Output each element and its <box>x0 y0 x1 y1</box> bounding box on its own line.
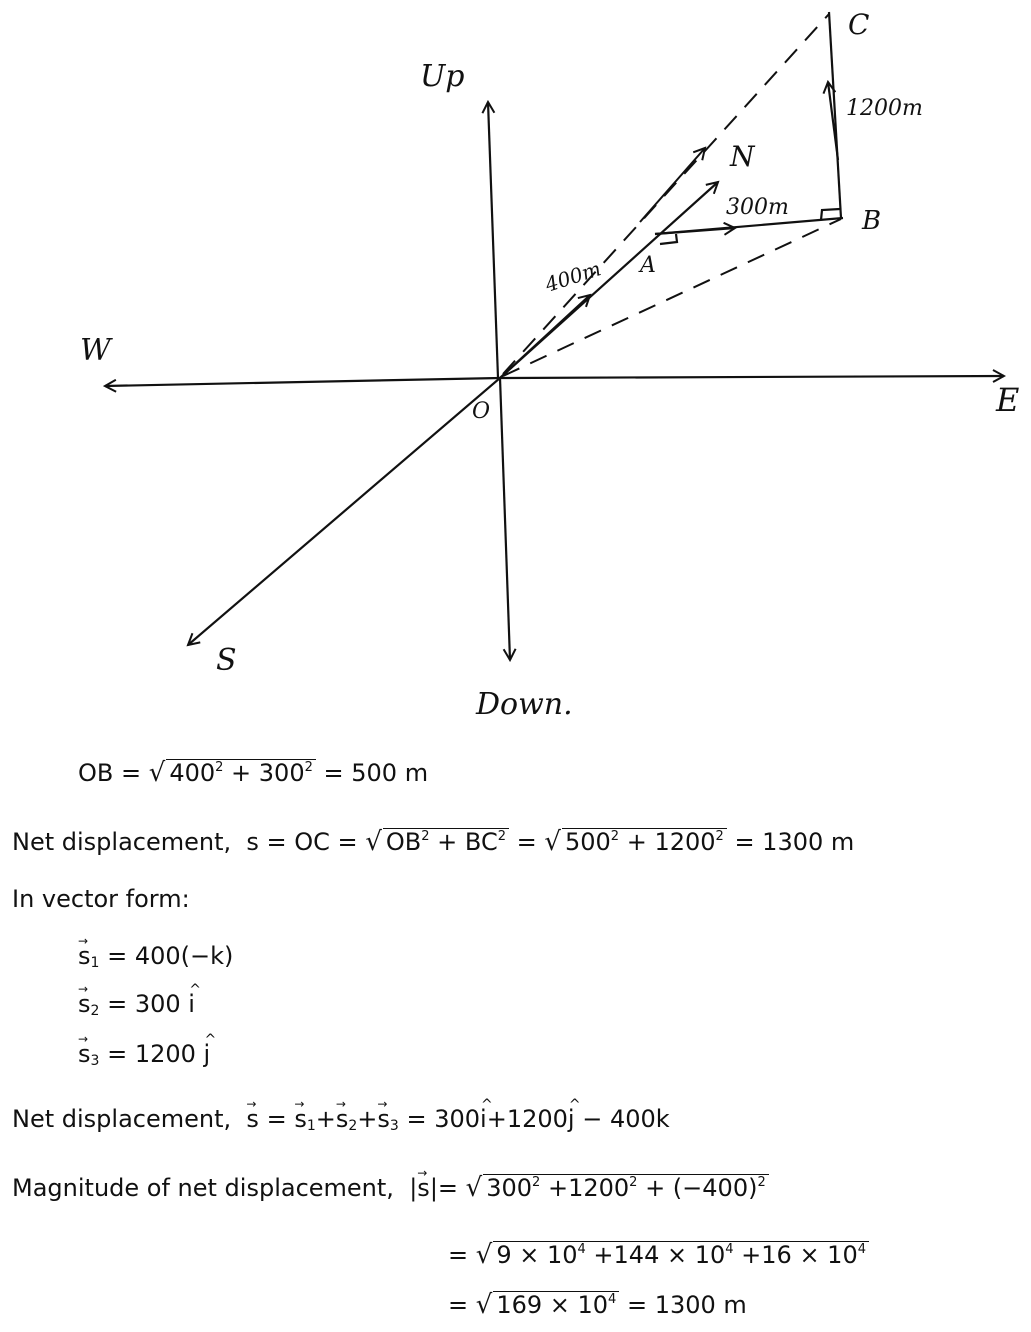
eq-magnitude-step3: = √ $169 \times 10^4 = 1300$ m <box>448 1290 747 1320</box>
west-label: W <box>80 333 111 368</box>
point-a-label: A <box>640 253 656 278</box>
up-axis <box>488 102 498 378</box>
point-b-label: B <box>862 206 882 236</box>
eq-net-oc: Net displacement, s = OC = √ $OB^2 + BC^2$ = √ $500^2 + 1200^2 = 1300$ m <box>12 827 855 857</box>
eq-s1: → $s_1 = 400(-k)$ <box>78 941 233 971</box>
oa-length-label: 400m <box>542 256 604 297</box>
right-angle-a <box>660 234 677 244</box>
east-label: E <box>996 381 1020 419</box>
eq-ob: OB = √ $400^2 + 300^2 = 500$ m <box>78 758 429 788</box>
vector-oa-arrow <box>500 295 590 378</box>
ab-length-label: 300m <box>726 195 789 220</box>
vector-form-heading: In vector form: <box>12 885 190 913</box>
west-axis <box>105 378 500 386</box>
eq-net-vector: Net displacement, → s = → $s_1+\to s_2+\to s_3$ = 300^ i+1200^ j − 400k <box>12 1104 670 1134</box>
north-label: N <box>730 140 755 173</box>
eq-s2: → $s_2 = 300$ ^ i <box>78 989 195 1019</box>
point-c-label: C <box>848 8 870 41</box>
resultant-oc <box>503 14 829 374</box>
bc-length-label: 1200m <box>846 96 923 121</box>
eq-magnitude-step2: = √ $9 \times 10^4 +144 \times 10^4 +16 \times 10^4$ <box>448 1240 869 1270</box>
up-label: Up <box>420 59 465 94</box>
south-axis <box>188 378 500 645</box>
resultant-oc-arrow <box>640 148 705 222</box>
south-label: S <box>216 643 237 678</box>
down-axis <box>500 378 510 660</box>
down-label: Down. <box>476 687 573 722</box>
eq-magnitude: Magnitude of net displacement, |→ s|= √ $300^2 +1200^2 + (-400)^2$ <box>12 1173 769 1203</box>
eq-s3: → $s_3 = 1200$ ^ j <box>78 1039 210 1069</box>
east-axis <box>500 376 1004 378</box>
origin-label: O <box>472 399 491 424</box>
vector-bc <box>829 12 841 218</box>
